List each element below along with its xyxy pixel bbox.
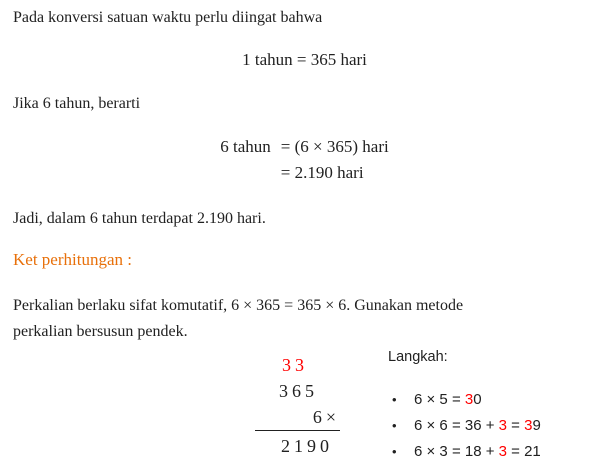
equation-rhs-line2: = 2.190 hari (280, 163, 364, 182)
step-2-seg-4: 3 (524, 417, 533, 435)
step-2-seg-2: 3 (498, 417, 507, 435)
intro-line: Pada konversi satuan waktu perlu diingat bahwa (13, 9, 323, 26)
note-paragraph-line2: perkalian bersusun pendek. (13, 323, 188, 340)
long-multiplication (255, 352, 340, 459)
year-formula: 1 tahun = 365 hari (242, 50, 367, 69)
product-result: 2190 (281, 436, 333, 456)
equation-rhs-line1: = (6 × 365) hari (280, 137, 389, 156)
steps-list (388, 390, 603, 462)
step-1-seg-3: 0 (473, 391, 482, 408)
multiplier-row (255, 404, 340, 430)
step-1-seg-1: 6 × 5 = (414, 391, 465, 408)
step-2-seg-3: = (507, 417, 525, 435)
carry-digits: 33 (282, 355, 308, 375)
bullet-icon: • (392, 444, 397, 460)
multiply-sign: × (325, 407, 340, 427)
step-1-seg-2: 3 (464, 391, 474, 408)
step-item-3 (392, 442, 603, 462)
step-item-1 (392, 390, 603, 410)
note-paragraph-line1: Perkalian berlaku sifat komutatif, 6 × 365 = 365 × 6. Gunakan metode (13, 297, 464, 314)
note-paragraph (13, 293, 594, 345)
bullet-icon: • (392, 418, 397, 434)
note-heading: Ket perhitungan : (13, 250, 132, 269)
step-2-seg-1: 6 × 6 = 36 + (414, 417, 499, 435)
calculation-section (0, 348, 609, 464)
step-2-seg-5: 9 (532, 417, 541, 435)
step-3-seg-3: = 21 (507, 443, 541, 461)
steps-panel (388, 348, 603, 464)
step-item-2 (392, 416, 603, 436)
multiplier: 6 (312, 407, 326, 427)
bullet-icon: • (392, 392, 397, 408)
step-3-seg-2: 3 (498, 443, 507, 461)
conclusion-line: Jadi, dalam 6 tahun terdapat 2.190 hari. (13, 210, 266, 227)
sum-line (255, 430, 340, 431)
multiplicand: 365 (279, 381, 318, 401)
steps-title: Langkah: (388, 349, 448, 365)
step-3-seg-1: 6 × 3 = 18 + (414, 443, 499, 461)
equation-lhs-spacer (220, 160, 271, 186)
equation-lhs: 6 tahun (220, 137, 271, 156)
condition-line: Jika 6 tahun, berarti (13, 95, 141, 112)
equation-block (220, 134, 388, 186)
